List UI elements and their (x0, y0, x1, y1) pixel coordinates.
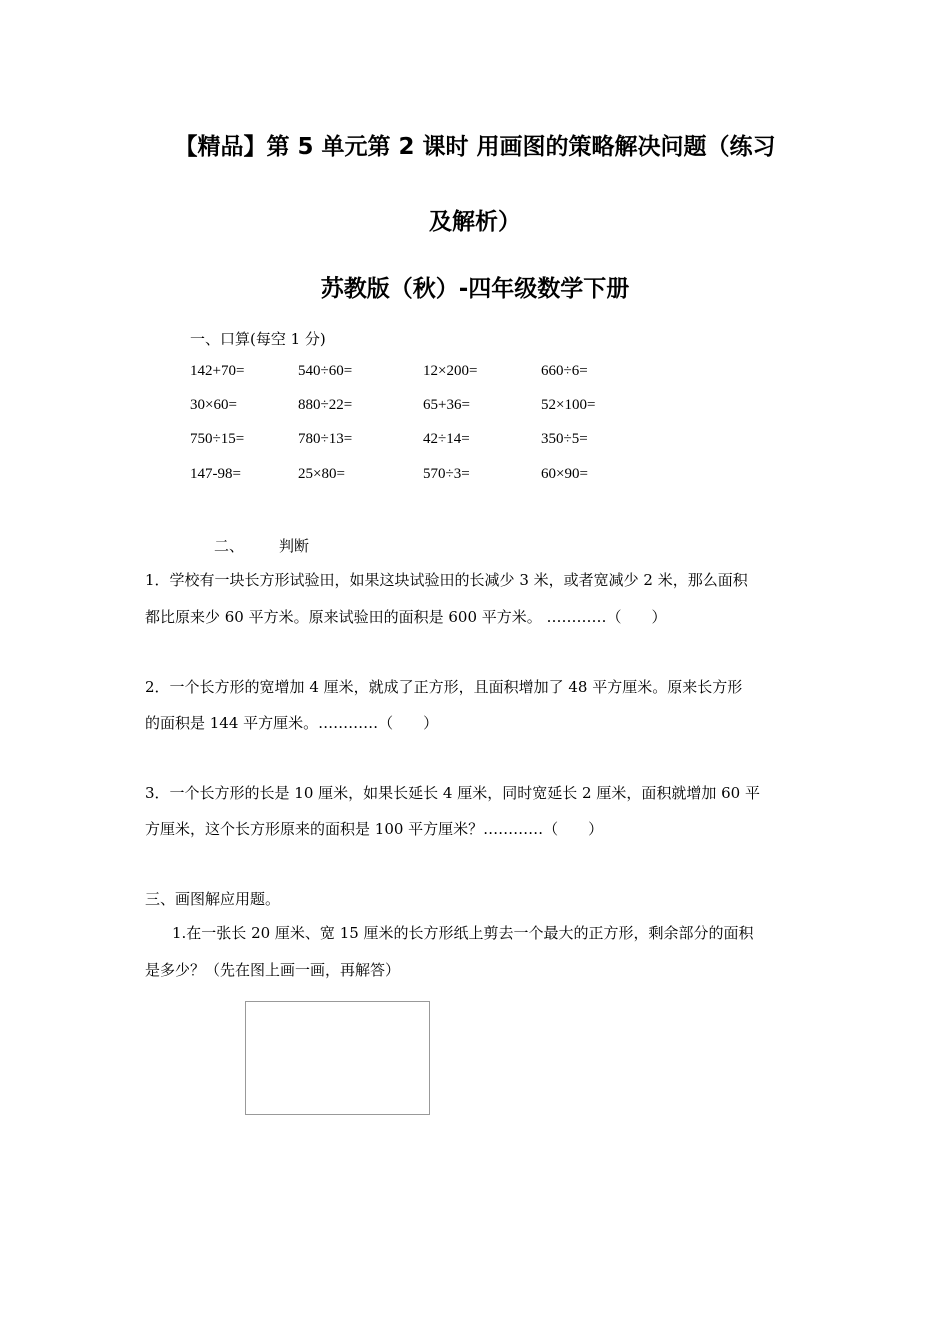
calc-item: 142+70= (190, 363, 245, 379)
section2-heading: 判断 (279, 537, 310, 555)
document-title-line2: 及解析） (429, 209, 521, 235)
judge-item-2-line2: 的面积是 144 平方厘米。…………（ ） (145, 714, 439, 732)
section3-question1-line2: 是多少？（先在图上画一画，再解答） (145, 961, 401, 979)
section3-question1-line1: 1.在一张长 20 厘米、宽 15 厘米的长方形纸上剪去一个最大的正方形，剩余部分的面积 (172, 924, 754, 942)
document-subtitle: 苏教版（秋）-四年级数学下册 (320, 276, 630, 302)
calc-item: 570÷3= (423, 466, 470, 482)
calc-item: 42÷14= (423, 431, 470, 447)
calc-item: 540÷60= (298, 363, 353, 379)
judge-item-1-line1: 1．学校有一块长方形试验田，如果这块试验田的长减少 3 米，或者宽减少 2 米，那么面积 (145, 571, 748, 589)
calc-item: 750÷15= (190, 431, 245, 447)
calc-item: 660÷6= (541, 363, 588, 379)
calc-item: 147-98= (190, 466, 241, 482)
calc-item: 880÷22= (298, 397, 353, 413)
document-title-line1: 【精品】第 5 单元第 2 课时 用画图的策略解决问题（练习 (174, 134, 776, 160)
calc-item: 350÷5= (541, 431, 588, 447)
drawing-rectangle (245, 1001, 430, 1115)
judge-item-1-line2: 都比原来少 60 平方米。原来试验田的面积是 600 平方米。 …………（ ） (145, 608, 667, 626)
calc-item: 25×80= (298, 466, 345, 482)
judge-item-3-line2: 方厘米，这个长方形原来的面积是 100 平方厘米？…………（ ） (145, 820, 604, 838)
section3-heading: 三、画图解应用题。 (145, 890, 281, 908)
calc-item: 60×90= (541, 466, 588, 482)
calc-item: 65+36= (423, 397, 470, 413)
section1-heading: 一、口算(每空 1 分) (190, 330, 326, 348)
calc-item: 52×100= (541, 397, 596, 413)
calc-item: 780÷13= (298, 431, 353, 447)
section2-number: 二、 (214, 537, 245, 555)
calc-item: 12×200= (423, 363, 478, 379)
judge-item-2-line1: 2．一个长方形的宽增加 4 厘米，就成了正方形，且面积增加了 48 平方厘米。原来长方形 (145, 678, 743, 696)
judge-item-3-line1: 3．一个长方形的长是 10 厘米，如果长延长 4 厘米，同时宽延长 2 厘米，面积就增加 60 平 (145, 784, 760, 802)
calc-item: 30×60= (190, 397, 237, 413)
